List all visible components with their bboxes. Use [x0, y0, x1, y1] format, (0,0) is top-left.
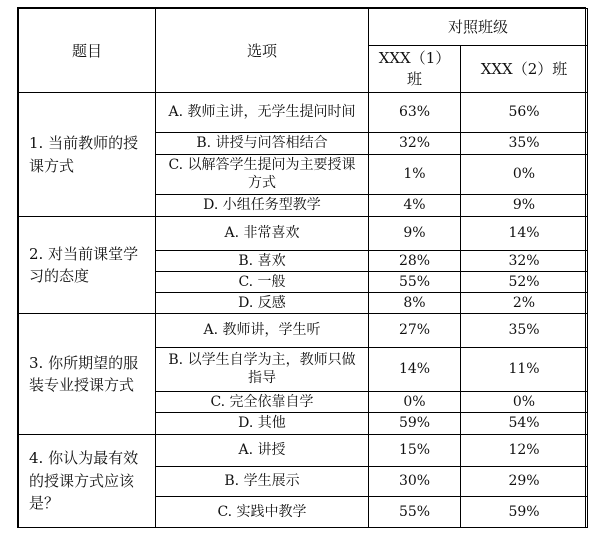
option-label: D. 其他 [156, 413, 369, 435]
class-2-percentage: 0% [461, 155, 588, 195]
class-2-percentage: 29% [461, 467, 588, 497]
class-2-percentage: 11% [461, 348, 588, 392]
class-2-percentage: 59% [461, 497, 588, 528]
class-2-percentage: 54% [461, 413, 588, 435]
class-1-percentage: 15% [369, 435, 461, 467]
header-class-2: XXX（2）班 [461, 46, 588, 93]
option-label: B. 讲授与问答相结合 [156, 133, 369, 155]
option-label: B. 学生展示 [156, 467, 369, 497]
class-2-percentage: 14% [461, 217, 588, 251]
option-label: A. 教师主讲，无学生提问时间 [156, 93, 369, 133]
class-1-percentage: 32% [369, 133, 461, 155]
header-topic: 题目 [19, 9, 156, 93]
header-option: 选项 [156, 9, 369, 93]
class-1-percentage: 8% [369, 293, 461, 314]
option-label: D. 小组任务型教学 [156, 195, 369, 217]
class-2-percentage: 9% [461, 195, 588, 217]
class-1-percentage: 9% [369, 217, 461, 251]
class-2-percentage: 32% [461, 251, 588, 272]
header-comparison-classes: 对照班级 [369, 9, 588, 46]
option-label: D. 反感 [156, 293, 369, 314]
header-class-1: XXX（1）班 [369, 46, 461, 93]
class-1-percentage: 1% [369, 155, 461, 195]
class-1-percentage: 63% [369, 93, 461, 133]
class-2-percentage: 12% [461, 435, 588, 467]
class-1-percentage: 59% [369, 413, 461, 435]
survey-table [18, 8, 588, 528]
class-2-percentage: 52% [461, 272, 588, 293]
option-label: C. 实践中教学 [156, 497, 369, 528]
class-1-percentage: 4% [369, 195, 461, 217]
class-1-percentage: 0% [369, 392, 461, 413]
option-label: C. 一般 [156, 272, 369, 293]
class-1-percentage: 27% [369, 314, 461, 348]
class-2-percentage: 35% [461, 133, 588, 155]
option-label: A. 非常喜欢 [156, 217, 369, 251]
option-label: B. 以学生自学为主，教师只做指导 [156, 348, 369, 392]
option-label: A. 讲授 [156, 435, 369, 467]
class-1-percentage: 30% [369, 467, 461, 497]
survey-table-container [17, 7, 586, 528]
question-4-title: 4. 你认为最有效的授课方式应该是？ [19, 435, 156, 528]
question-3-title: 3. 你所期望的服装专业授课方式 [19, 314, 156, 435]
class-1-percentage: 14% [369, 348, 461, 392]
question-1-title: 1. 当前教师的授课方式 [19, 93, 156, 217]
class-1-percentage: 55% [369, 272, 461, 293]
class-2-percentage: 56% [461, 93, 588, 133]
question-2-title: 2. 对当前课堂学习的态度 [19, 217, 156, 314]
class-2-percentage: 35% [461, 314, 588, 348]
option-label: A. 教师讲，学生听 [156, 314, 369, 348]
class-2-percentage: 2% [461, 293, 588, 314]
option-label: C. 以解答学生提问为主要授课方式 [156, 155, 369, 195]
option-label: B. 喜欢 [156, 251, 369, 272]
option-label: C. 完全依靠自学 [156, 392, 369, 413]
class-1-percentage: 55% [369, 497, 461, 528]
class-1-percentage: 28% [369, 251, 461, 272]
class-2-percentage: 0% [461, 392, 588, 413]
